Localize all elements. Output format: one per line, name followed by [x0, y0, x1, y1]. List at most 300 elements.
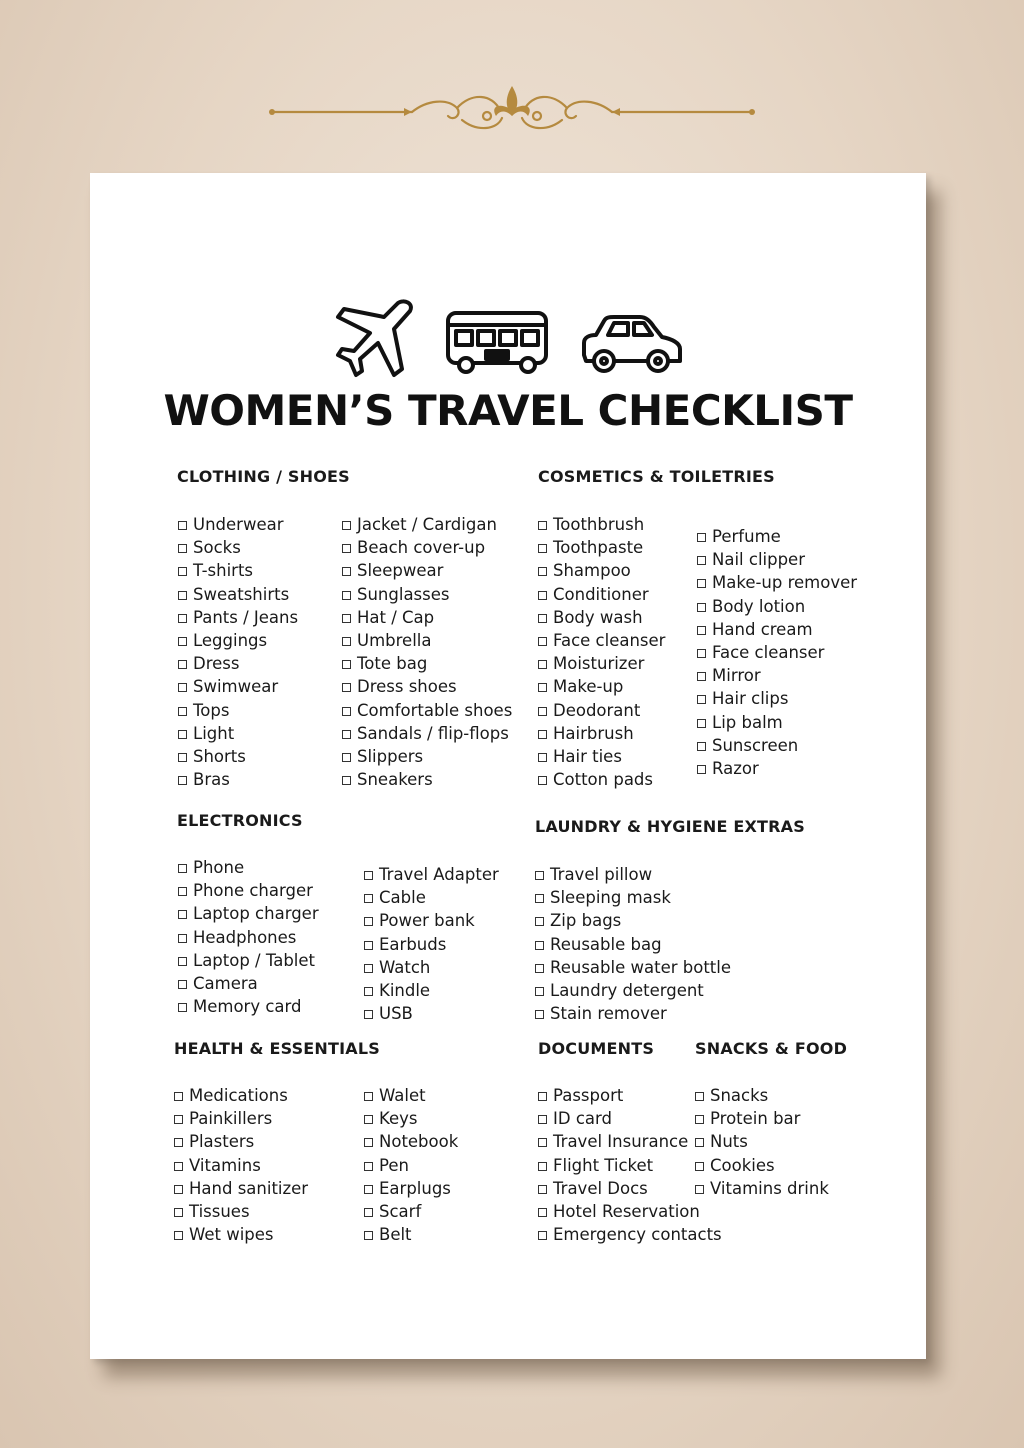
checkbox-icon[interactable] [364, 964, 373, 973]
checklist-item[interactable] [697, 641, 857, 664]
checkbox-icon[interactable] [538, 544, 547, 553]
checklist-item[interactable] [178, 995, 319, 1018]
checklist-item-label: Cotton pads [553, 770, 654, 790]
checklist-item[interactable] [178, 536, 298, 559]
checkbox-icon[interactable] [178, 544, 187, 553]
checklist-item[interactable] [697, 525, 857, 548]
checklist-item[interactable] [178, 926, 319, 949]
checklist-item[interactable] [538, 606, 665, 629]
checklist-item-label: Dress shoes [357, 677, 457, 697]
checklist-item-label: Nuts [710, 1132, 748, 1152]
checkbox-icon[interactable] [697, 742, 706, 751]
checklist-item-label: Shorts [193, 746, 246, 766]
checkbox-icon[interactable] [178, 521, 187, 530]
checkbox-icon[interactable] [538, 1208, 547, 1217]
checklist-item[interactable] [364, 1200, 458, 1223]
checkbox-icon[interactable] [538, 614, 547, 623]
checkbox-icon[interactable] [697, 603, 706, 612]
checkbox-icon[interactable] [342, 614, 351, 623]
checklist-item[interactable] [174, 1107, 308, 1130]
checklist-item[interactable] [178, 559, 298, 582]
checkbox-icon[interactable] [538, 753, 547, 762]
checkbox-icon[interactable] [178, 730, 187, 739]
checklist-item-label: Hair clips [712, 689, 789, 709]
checklist-item[interactable] [697, 687, 857, 710]
checklist-item-label: Flight Ticket [553, 1155, 654, 1175]
section-heading-laundry: LAUNDRY & HYGIENE EXTRAS [535, 817, 805, 836]
checkbox-icon[interactable] [538, 1231, 547, 1240]
car-icon [584, 317, 680, 371]
checklist-item-label: Cookies [710, 1155, 775, 1175]
checklist-item[interactable] [535, 979, 731, 1002]
checklist-item-label: Phone charger [193, 881, 313, 901]
checklist-item-label: Underwear [193, 515, 284, 534]
checklist-item[interactable] [695, 1107, 829, 1130]
checkbox-icon[interactable] [535, 987, 544, 996]
checkbox-icon[interactable] [538, 776, 547, 785]
checkbox-icon[interactable] [178, 887, 187, 896]
checklist-item-label: Toothbrush [553, 515, 645, 534]
checklist-item-label: Slippers [357, 746, 424, 766]
checklist-item-label: Passport [553, 1086, 624, 1105]
checklist-item[interactable] [174, 1177, 308, 1200]
checklist-item[interactable] [697, 548, 857, 571]
checklist-item-label: Stain remover [550, 1004, 667, 1024]
checkbox-icon[interactable] [178, 1003, 187, 1012]
checklist-item[interactable] [538, 629, 665, 652]
checkbox-icon[interactable] [364, 894, 373, 903]
checklist-item-label: Jacket / Cardigan [357, 515, 497, 534]
checkbox-icon[interactable] [178, 864, 187, 873]
checkbox-icon[interactable] [364, 1208, 373, 1217]
checklist-item-label: Phone [193, 858, 245, 877]
checklist-item-label: Comfortable shoes [357, 700, 513, 720]
checklist-item[interactable] [342, 559, 512, 582]
checkbox-icon[interactable] [538, 730, 547, 739]
checklist-item[interactable] [695, 1177, 829, 1200]
checklist-item-label: Sneakers [357, 770, 433, 790]
checkbox-icon[interactable] [695, 1092, 704, 1101]
checklist-item-label: Snacks [710, 1086, 769, 1105]
checkbox-icon[interactable] [697, 672, 706, 681]
checklist-item-label: Medications [189, 1086, 288, 1105]
checklist-item[interactable] [364, 886, 499, 909]
electronics-list [178, 856, 319, 1018]
checklist-item[interactable] [178, 675, 298, 698]
checklist-item-label: Body wash [553, 607, 643, 627]
checklist-item[interactable] [342, 513, 512, 536]
checklist-item-label: Travel pillow [550, 865, 653, 884]
checklist-item-label: Hair ties [553, 746, 622, 766]
checklist-item-label: Wet wipes [189, 1225, 274, 1245]
checklist-item[interactable] [697, 618, 857, 641]
checklist-item[interactable] [178, 583, 298, 606]
checkbox-icon[interactable] [364, 1092, 373, 1101]
clothing-list-2 [342, 513, 512, 791]
checkbox-icon[interactable] [697, 556, 706, 565]
checklist-item-label: Umbrella [357, 630, 432, 650]
section-heading-health: HEALTH & ESSENTIALS [174, 1039, 380, 1058]
checklist-item-label: Walet [379, 1086, 426, 1105]
checklist-item[interactable] [697, 664, 857, 687]
checklist-item[interactable] [342, 629, 512, 652]
checklist-item[interactable] [364, 933, 499, 956]
checkbox-icon[interactable] [342, 544, 351, 553]
checkbox-icon[interactable] [364, 1138, 373, 1147]
checklist-item-label: Reusable bag [550, 934, 662, 954]
checklist-item[interactable] [174, 1223, 308, 1246]
checklist-item[interactable] [178, 722, 298, 745]
checklist-item-label: Light [193, 723, 235, 743]
checklist-item[interactable] [538, 675, 665, 698]
checklist-item-label: Reusable water bottle [550, 957, 731, 977]
checklist-item[interactable] [535, 863, 731, 886]
checklist-item-label: Pants / Jeans [193, 607, 299, 627]
checklist-item[interactable] [697, 571, 857, 594]
checkbox-icon[interactable] [178, 591, 187, 600]
checklist-item-label: Bras [193, 770, 230, 790]
checklist-item-label: Earbuds [379, 934, 447, 954]
checklist-item[interactable] [364, 956, 499, 979]
checklist-item[interactable] [178, 629, 298, 652]
checklist-item-label: Laptop / Tablet [193, 950, 316, 970]
checkbox-icon[interactable] [178, 957, 187, 966]
checklist-item-label: Razor [712, 758, 759, 778]
checkbox-icon[interactable] [535, 941, 544, 950]
checkbox-icon[interactable] [697, 719, 706, 728]
snacks-list [695, 1084, 829, 1200]
checkbox-icon[interactable] [538, 637, 547, 646]
checkbox-icon[interactable] [342, 776, 351, 785]
checkbox-icon[interactable] [178, 776, 187, 785]
checklist-item-label: Swimwear [193, 677, 279, 697]
checklist-item[interactable] [535, 1002, 731, 1025]
checkbox-icon[interactable] [174, 1115, 183, 1124]
checklist-item[interactable] [697, 734, 857, 757]
clothing-list [178, 513, 298, 791]
checklist-item[interactable] [538, 513, 665, 536]
checkbox-icon[interactable] [697, 765, 706, 774]
checklist-item[interactable] [342, 745, 512, 768]
checkbox-icon[interactable] [695, 1162, 704, 1171]
checklist-item[interactable] [342, 583, 512, 606]
checklist-item[interactable] [535, 909, 731, 932]
checklist-item-label: Shampoo [553, 561, 631, 581]
checklist-item-label: Face cleanser [712, 642, 825, 662]
checklist-item[interactable] [697, 595, 857, 618]
checklist-item-label: Dress [193, 654, 240, 674]
checkbox-icon[interactable] [535, 871, 544, 880]
checkbox-icon[interactable] [538, 1138, 547, 1147]
checklist-item-label: Scarf [379, 1201, 422, 1221]
checklist-item-label: Plasters [189, 1132, 255, 1152]
checklist-item-label: ID card [553, 1109, 612, 1129]
checklist-paper [90, 173, 926, 1359]
checklist-item-label: Lip balm [712, 712, 783, 732]
checkbox-icon[interactable] [364, 1010, 373, 1019]
checklist-item[interactable] [342, 652, 512, 675]
checkbox-icon[interactable] [538, 521, 547, 530]
checklist-item-label: Painkillers [189, 1109, 273, 1129]
checkbox-icon[interactable] [538, 1115, 547, 1124]
checklist-item[interactable] [364, 863, 499, 886]
checklist-item-label: Camera [193, 973, 258, 993]
checkbox-icon[interactable] [178, 637, 187, 646]
checkbox-icon[interactable] [538, 683, 547, 692]
checklist-item[interactable] [535, 933, 731, 956]
checklist-item-label: Sleeping mask [550, 888, 671, 908]
checkbox-icon[interactable] [342, 730, 351, 739]
cosmetics-list-2 [697, 525, 857, 780]
page-title: WOMEN’S TRAVEL CHECKLIST [163, 386, 853, 435]
checkbox-icon[interactable] [178, 614, 187, 623]
checklist-item[interactable] [342, 606, 512, 629]
checkbox-icon[interactable] [178, 683, 187, 692]
checklist-item[interactable] [535, 956, 731, 979]
checklist-item-label: Perfume [712, 527, 781, 546]
checklist-item[interactable] [364, 1002, 499, 1025]
checklist-item[interactable] [178, 699, 298, 722]
checklist-item[interactable] [538, 652, 665, 675]
checkbox-icon[interactable] [364, 1185, 373, 1194]
checklist-item[interactable] [178, 949, 319, 972]
checklist-item[interactable] [538, 1200, 722, 1223]
checklist-item-label: Protein bar [710, 1109, 801, 1129]
checkbox-icon[interactable] [178, 707, 187, 716]
gold-ornament-icon [262, 80, 762, 140]
checklist-item[interactable] [178, 745, 298, 768]
checklist-item-label: Face cleanser [553, 630, 666, 650]
checklist-item[interactable] [538, 745, 665, 768]
checklist-item[interactable] [538, 699, 665, 722]
checklist-item-label: Body lotion [712, 596, 806, 616]
checkbox-icon[interactable] [538, 1092, 547, 1101]
checklist-item-label: Pen [379, 1155, 409, 1175]
section-heading-documents: DOCUMENTS [538, 1039, 655, 1058]
checklist-item-label: Kindle [379, 980, 431, 1000]
checklist-item[interactable] [695, 1130, 829, 1153]
checkbox-icon[interactable] [695, 1138, 704, 1147]
checklist-item-label: Make-up remover [712, 573, 858, 593]
checklist-item-label: USB [379, 1004, 413, 1024]
checklist-item-label: Sweatshirts [193, 584, 290, 604]
checklist-item-label: Leggings [193, 630, 268, 650]
electronics-list-2 [364, 863, 499, 1025]
airplane-icon [338, 301, 411, 375]
checklist-item[interactable] [364, 1130, 458, 1153]
checklist-item-label: Earplugs [379, 1178, 451, 1198]
checklist-item-label: Laptop charger [193, 904, 319, 924]
checklist-item-label: Travel Insurance [553, 1132, 689, 1152]
checklist-item[interactable] [178, 902, 319, 925]
health-list [174, 1084, 308, 1246]
checkbox-icon[interactable] [697, 626, 706, 635]
checklist-item-label: Nail clipper [712, 550, 805, 570]
checklist-item-label: Vitamins [189, 1155, 261, 1175]
checklist-item-label: Sleepwear [357, 561, 444, 581]
checkbox-icon[interactable] [174, 1138, 183, 1147]
checkbox-icon[interactable] [342, 637, 351, 646]
checklist-item-label: Cable [379, 888, 426, 908]
checklist-item-label: Memory card [193, 997, 302, 1017]
checkbox-icon[interactable] [535, 1010, 544, 1019]
checklist-item[interactable] [697, 757, 857, 780]
checkbox-icon[interactable] [174, 1208, 183, 1217]
checklist-item[interactable] [174, 1130, 308, 1153]
checklist-item-label: Hairbrush [553, 723, 634, 743]
checklist-item[interactable] [364, 1223, 458, 1246]
checklist-item-label: Deodorant [553, 700, 641, 720]
checklist-item[interactable] [364, 1154, 458, 1177]
checklist-item[interactable] [695, 1084, 829, 1107]
checkbox-icon[interactable] [342, 521, 351, 530]
checkbox-icon[interactable] [174, 1162, 183, 1171]
checklist-item[interactable] [695, 1154, 829, 1177]
checkbox-icon[interactable] [342, 707, 351, 716]
checklist-item[interactable] [342, 699, 512, 722]
checkbox-icon[interactable] [178, 660, 187, 669]
checklist-item-label: Belt [379, 1225, 412, 1245]
checklist-item[interactable] [342, 768, 512, 791]
section-heading-snacks: SNACKS & FOOD [695, 1039, 848, 1058]
checkbox-icon[interactable] [538, 660, 547, 669]
checkbox-icon[interactable] [178, 934, 187, 943]
checklist-item[interactable] [178, 513, 298, 536]
section-heading-cosmetics: COSMETICS & TOILETRIES [538, 467, 775, 486]
checkbox-icon[interactable] [538, 591, 547, 600]
checklist-item-label: T-shirts [193, 561, 254, 581]
checklist-item-label: Sunglasses [357, 584, 450, 604]
checklist-item[interactable] [364, 1084, 458, 1107]
checklist-item-label: Travel Docs [553, 1178, 648, 1198]
checklist-item[interactable] [538, 559, 665, 582]
checklist-item-label: Sunscreen [712, 735, 799, 755]
checklist-item-label: Tissues [189, 1201, 250, 1221]
checklist-item-label: Headphones [193, 927, 297, 947]
checklist-item[interactable] [364, 979, 499, 1002]
checklist-item-label: Keys [379, 1109, 418, 1129]
checkbox-icon[interactable] [174, 1092, 183, 1101]
checklist-item-label: Mirror [712, 666, 761, 686]
cosmetics-list [538, 513, 665, 791]
checkbox-icon[interactable] [538, 1185, 547, 1194]
checkbox-icon[interactable] [535, 917, 544, 926]
checklist-item[interactable] [174, 1154, 308, 1177]
checklist-item-label: Notebook [379, 1132, 459, 1152]
checkbox-icon[interactable] [695, 1115, 704, 1124]
checkbox-icon[interactable] [535, 964, 544, 973]
checklist-item[interactable] [178, 768, 298, 791]
checklist-item[interactable] [535, 886, 731, 909]
checkbox-icon[interactable] [174, 1231, 183, 1240]
checklist-item-label: Conditioner [553, 584, 649, 604]
checklist-item[interactable] [178, 606, 298, 629]
checklist-item-label: Sandals / flip-flops [357, 723, 509, 743]
checklist-item-label: Hand sanitizer [189, 1178, 309, 1198]
checklist-item[interactable] [364, 909, 499, 932]
checkbox-icon[interactable] [178, 567, 187, 576]
checkbox-icon[interactable] [538, 707, 547, 716]
checkbox-icon[interactable] [538, 1162, 547, 1171]
checkbox-icon[interactable] [174, 1185, 183, 1194]
checklist-item[interactable] [538, 1223, 722, 1246]
checkbox-icon[interactable] [342, 683, 351, 692]
checklist-item[interactable] [342, 536, 512, 559]
checklist-item[interactable] [178, 879, 319, 902]
checkbox-icon[interactable] [364, 1231, 373, 1240]
checkbox-icon[interactable] [697, 533, 706, 542]
laundry-list [535, 863, 731, 1025]
checklist-item-label: Zip bags [550, 911, 622, 931]
checklist-item-label: Moisturizer [553, 654, 645, 674]
checklist-item[interactable] [342, 722, 512, 745]
checkbox-icon[interactable] [364, 1162, 373, 1171]
checkbox-icon[interactable] [364, 871, 373, 880]
section-heading-clothing: CLOTHING / SHOES [177, 467, 350, 486]
checklist-item-label: Toothpaste [553, 538, 644, 558]
checklist-item[interactable] [538, 583, 665, 606]
checklist-item-label: Beach cover-up [357, 538, 486, 558]
checklist-item[interactable] [364, 1177, 458, 1200]
checklist-item-label: Hotel Reservation [553, 1201, 700, 1221]
checklist-item-label: Socks [193, 538, 241, 558]
checkbox-icon[interactable] [178, 980, 187, 989]
checklist-item[interactable] [178, 972, 319, 995]
checklist-item[interactable] [364, 1107, 458, 1130]
checklist-item-label: Tote bag [357, 654, 428, 674]
checkbox-icon[interactable] [342, 567, 351, 576]
checklist-item[interactable] [174, 1084, 308, 1107]
checklist-item-label: Emergency contacts [553, 1225, 722, 1245]
checkbox-icon[interactable] [364, 917, 373, 926]
checkbox-icon[interactable] [178, 910, 187, 919]
checklist-item-label: Make-up [553, 677, 624, 697]
checklist-item-label: Travel Adapter [379, 865, 499, 884]
checklist-item[interactable] [538, 768, 665, 791]
checklist-item[interactable] [342, 675, 512, 698]
checklist-item[interactable] [538, 536, 665, 559]
checkbox-icon[interactable] [697, 579, 706, 588]
checklist-item[interactable] [178, 856, 319, 879]
checkbox-icon[interactable] [342, 660, 351, 669]
checkbox-icon[interactable] [538, 567, 547, 576]
checkbox-icon[interactable] [697, 649, 706, 658]
checklist-item-label: Laundry detergent [550, 980, 704, 1000]
checkbox-icon[interactable] [364, 987, 373, 996]
checkbox-icon[interactable] [178, 753, 187, 762]
checklist-item[interactable] [697, 711, 857, 734]
section-heading-electronics: ELECTRONICS [177, 811, 303, 830]
checklist-item[interactable] [538, 722, 665, 745]
checkbox-icon[interactable] [697, 695, 706, 704]
checklist-item[interactable] [174, 1200, 308, 1223]
checkbox-icon[interactable] [535, 894, 544, 903]
checklist-item-label: Watch [379, 957, 431, 977]
checkbox-icon[interactable] [342, 591, 351, 600]
checkbox-icon[interactable] [364, 1115, 373, 1124]
checklist-item[interactable] [178, 652, 298, 675]
checklist-item-label: Hand cream [712, 619, 813, 639]
checklist-item-label: Tops [193, 700, 230, 720]
checklist-item-label: Vitamins drink [710, 1178, 829, 1198]
health-list-2 [364, 1084, 458, 1246]
bus-icon [448, 313, 546, 372]
checkbox-icon[interactable] [364, 941, 373, 950]
checkbox-icon[interactable] [342, 753, 351, 762]
checkbox-icon[interactable] [695, 1185, 704, 1194]
checklist-item-label: Hat / Cap [357, 607, 435, 627]
checklist-item-label: Power bank [379, 911, 475, 931]
